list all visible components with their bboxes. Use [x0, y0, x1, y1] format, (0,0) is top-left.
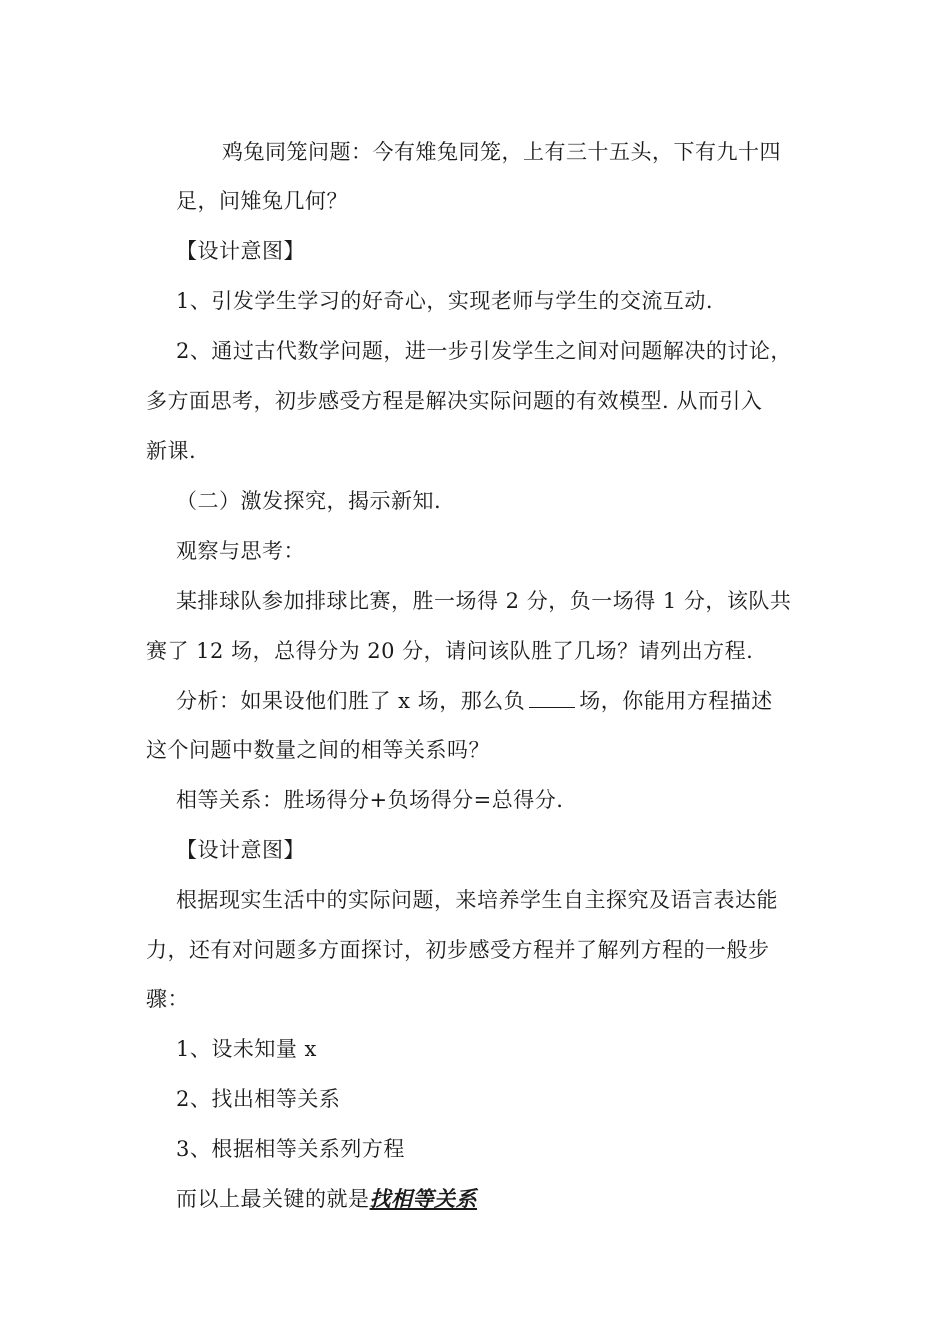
- text-line: 这个问题中数量之间的相等关系吗？: [146, 738, 490, 762]
- text-segment: 场，你能用方程描述: [579, 689, 773, 713]
- section-heading: 【设计意图】: [176, 838, 305, 862]
- list-item: 3、根据相等关系列方程: [176, 1137, 405, 1161]
- text-line: 某排球队参加排球比赛，胜一场得 2 分，负一场得 1 分，该队共: [176, 589, 792, 613]
- text-line: 新课.: [146, 439, 197, 463]
- text-line: 根据现实生活中的实际问题，来培养学生自主探究及语言表达能: [176, 888, 778, 912]
- emphasized-text: 找相等关系: [369, 1186, 477, 1211]
- text-line: 1、引发学生学习的好奇心，实现老师与学生的交流互动.: [176, 289, 714, 313]
- text-line: 足，问雉兔几何？: [176, 189, 348, 213]
- text-line: 多方面思考，初步感受方程是解决实际问题的有效模型. 从而引入: [146, 389, 763, 413]
- text-line: [176, 1184, 846, 1214]
- list-item: 1、设未知量 x: [176, 1037, 317, 1061]
- text-line: 鸡兔同笼问题：今有雉兔同笼，上有三十五头，下有九十四: [222, 140, 781, 164]
- list-item: 2、找出相等关系: [176, 1087, 341, 1111]
- text-line: 骤：: [146, 987, 189, 1011]
- section-heading: 【设计意图】: [176, 239, 305, 263]
- text-segment: 而以上最关键的就是: [176, 1187, 370, 1211]
- text-line: 2、通过古代数学问题，进一步引发学生之间对问题解决的讨论，: [176, 339, 792, 363]
- fill-in-blank: [529, 689, 575, 708]
- text-line: 力，还有对问题多方面探讨，初步感受方程并了解列方程的一般步: [146, 938, 770, 962]
- section-heading: （二）激发探究，揭示新知.: [176, 489, 442, 513]
- text-line: 观察与思考：: [176, 539, 305, 563]
- text-line: 赛了 12 场，总得分为 20 分，请问该队胜了几场？请列出方程.: [146, 639, 754, 663]
- text-line: [176, 686, 846, 716]
- text-line: 相等关系：胜场得分+负场得分=总得分.: [176, 788, 564, 812]
- text-segment: 分析：如果设他们胜了 x 场，那么负: [176, 689, 526, 713]
